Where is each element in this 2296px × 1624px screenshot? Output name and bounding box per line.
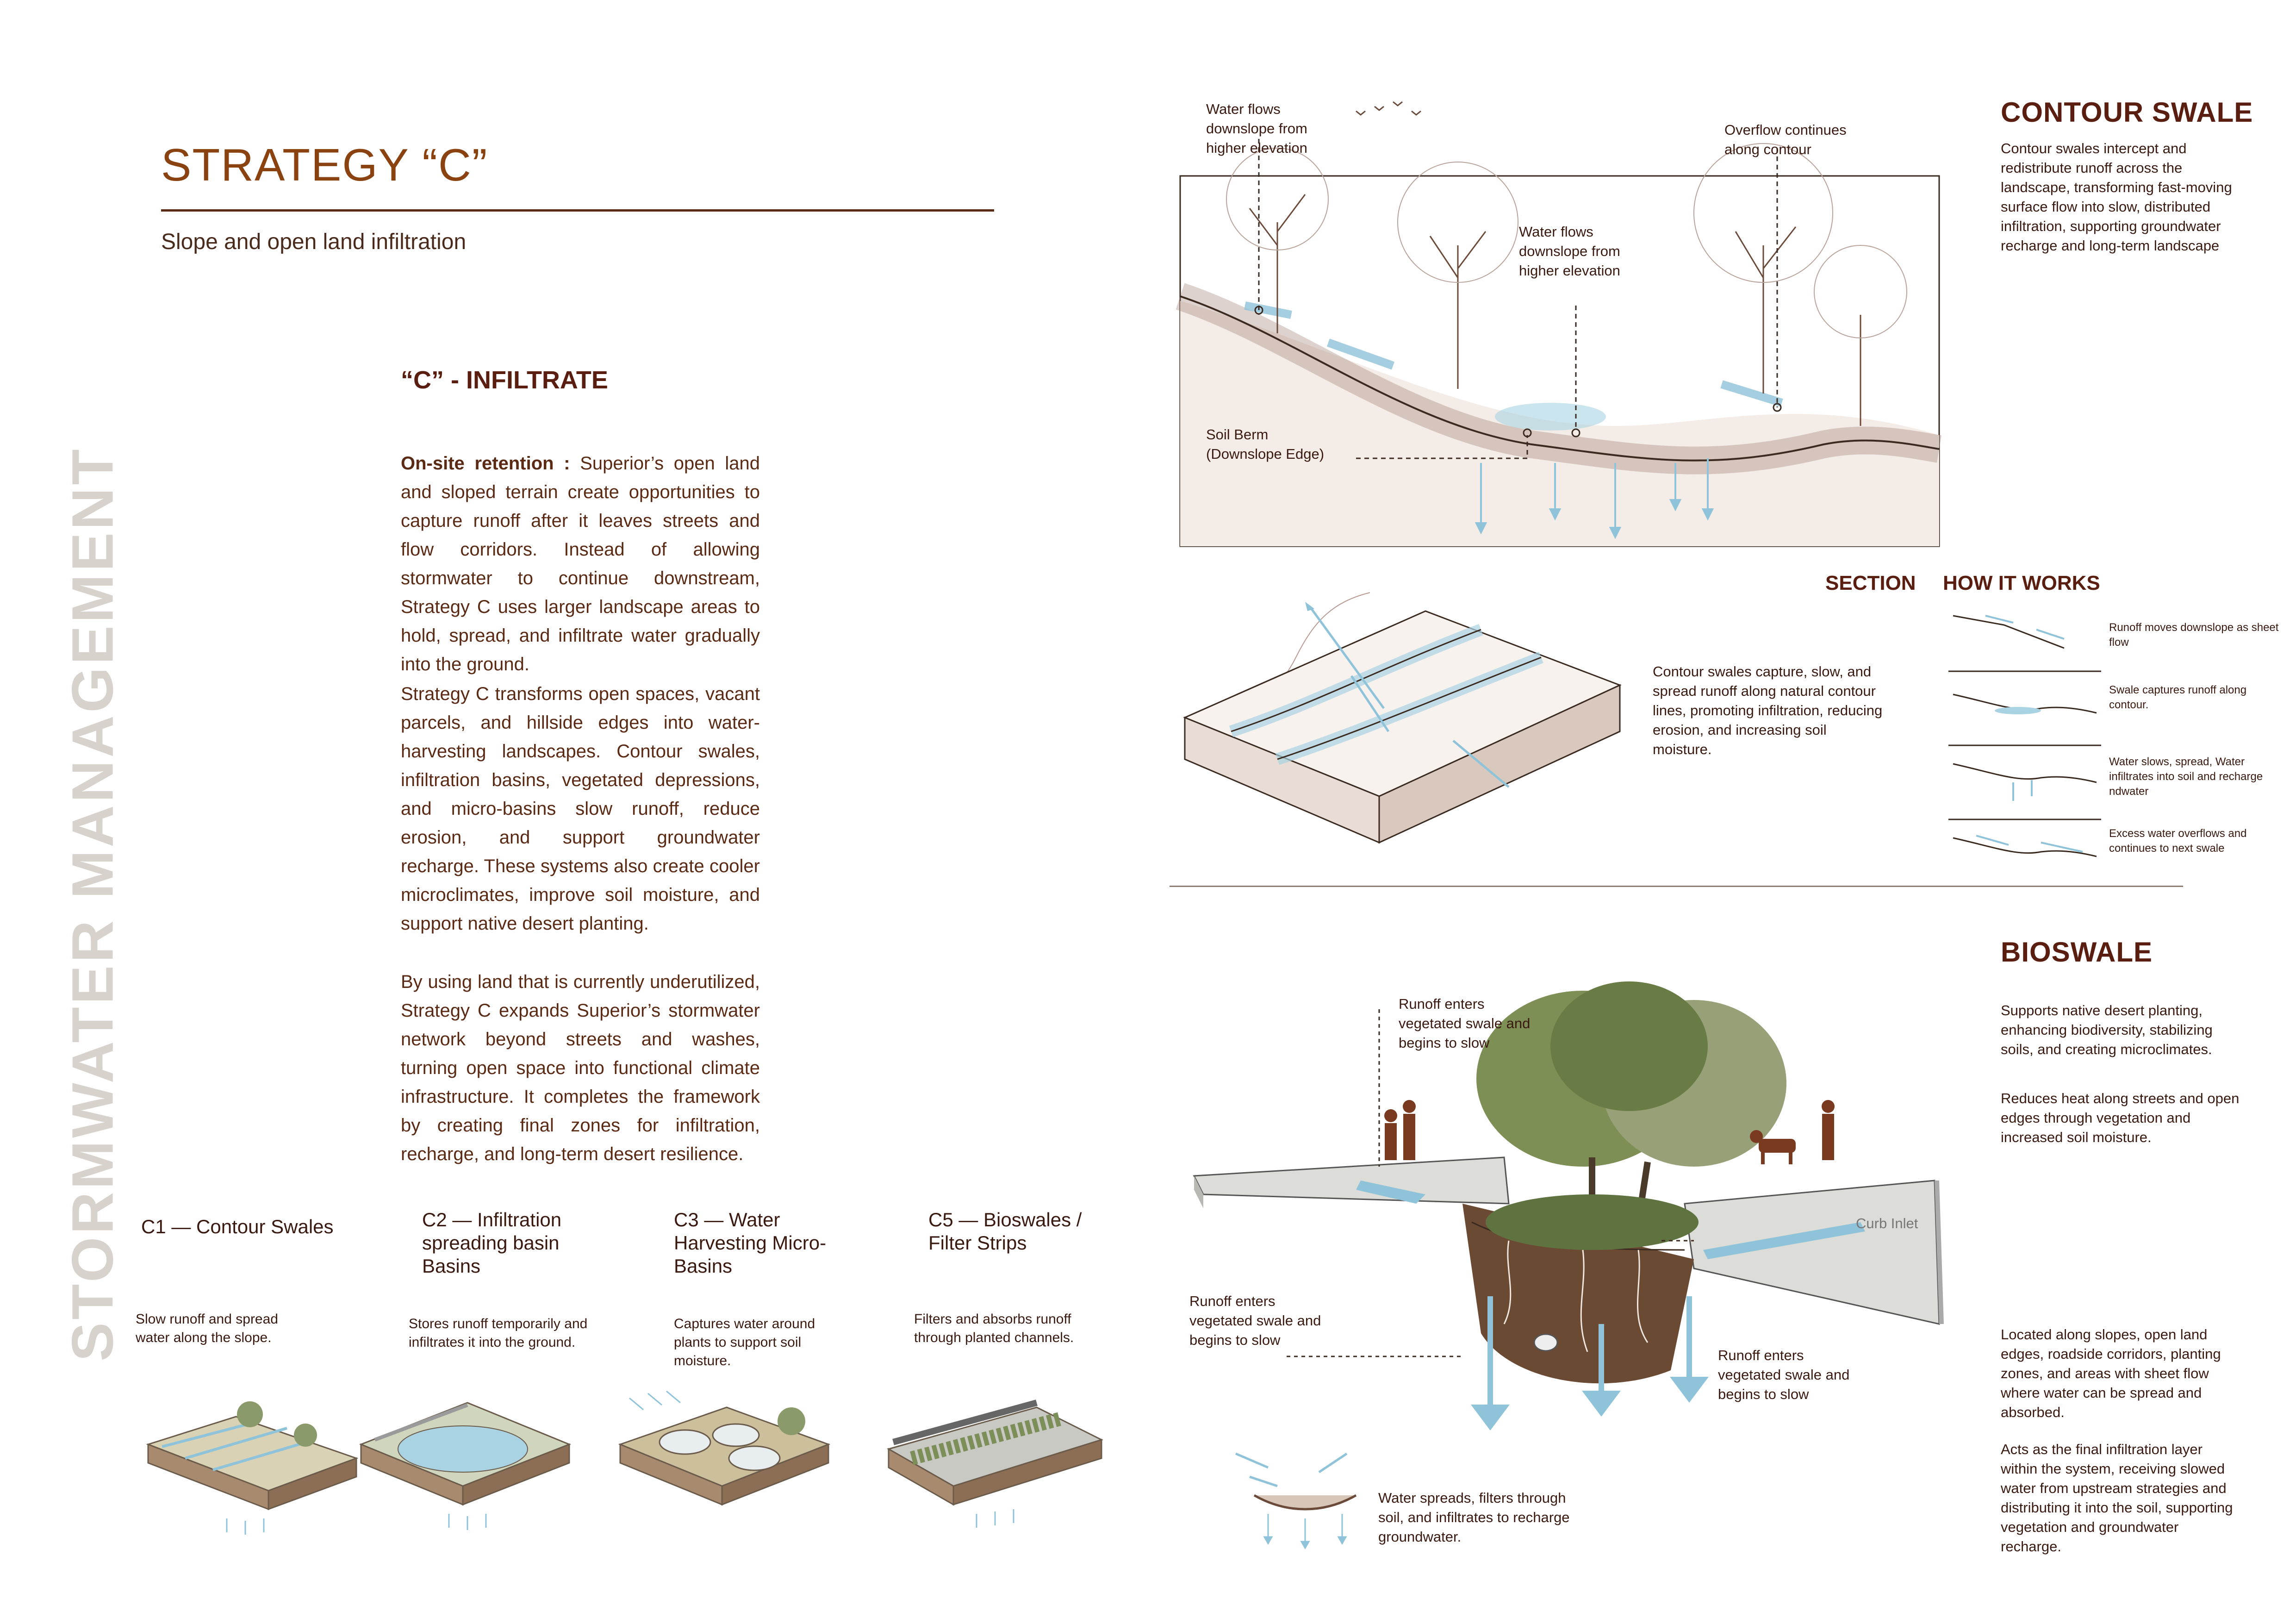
how-it-works-steps <box>1948 602 2101 870</box>
curb-inlet-label: Curb Inlet <box>1856 1215 1918 1231</box>
iso-description: Contour swales capture, slow, and spread runoff along natural contour lines, promoting infiltration, reducing erosion, and increasing soil moisture. <box>1653 663 1883 757</box>
strategy-thumbnails <box>143 1389 1115 1555</box>
water-spread-detail <box>1231 1444 1379 1551</box>
strategy-c5-desc: Filters and absorbs runoff through planted channels. <box>914 1312 1074 1345</box>
bioswale-callout-right: Runoff enters vegetated swale and begins to slow <box>1718 1347 1850 1402</box>
bird-icons <box>1356 102 1421 115</box>
callout-soil-berm: Soil Berm (Downslope Edge) <box>1206 426 1325 462</box>
paragraph-lead: On-site retention : <box>401 453 570 474</box>
bioswale-callout-top: Runoff enters vegetated swale and begins to slow <box>1399 996 1531 1051</box>
title-divider <box>161 209 994 212</box>
paragraph-text: Superior’s open land and sloped terrain create opportunities to capture runoff after it leaves streets and flow corridors. Instead of allowing stormwater to continue downstream, Strategy C uses larger landscape areas to hold, spread, and infiltrate water gradually into the ground. <box>401 453 760 675</box>
bioswale-desc-1: Supports native desert planting, enhancing biodiversity, stabilizing soils, and creating microclimates. <box>2001 1002 2213 1057</box>
bioswale-callout-left: Runoff enters vegetated swale and begins to slow <box>1189 1293 1321 1348</box>
page-title: STRATEGY “C” <box>161 139 488 190</box>
c3-micro-basins-icon <box>620 1391 828 1505</box>
infiltrate-heading: “C” - INFILTRATE <box>401 366 608 394</box>
contour-swale-heading: CONTOUR SWALE <box>2001 97 2253 128</box>
how-it-works-label: HOW IT WORKS <box>1943 572 2100 594</box>
c1-contour-swales-icon <box>148 1401 356 1535</box>
callout-water-flows-2: Water flows downslope from higher elevation <box>1519 224 1620 279</box>
step-1-icon <box>1953 616 2064 648</box>
strategy-c3-desc: Captures water around plants to support soil moisture. <box>674 1316 815 1368</box>
side-label: STORMWATER MANAGEMENT <box>60 446 125 1362</box>
step-3-text: Water slows, spread, Water infiltrates into soil and recharge ndwater <box>2109 756 2263 798</box>
bioswale-desc-3: Located along slopes, open land edges, roadside corridors, planting zones, and areas with sheet flow where water can be spread and absorbed. <box>2001 1326 2221 1420</box>
section-divider <box>1170 886 2183 887</box>
contour-swale-iso-block <box>1176 565 1638 880</box>
infiltrate-paragraph-2: Strategy C transforms open spaces, vacant parcels, and hillside edges into water-harvesting landscapes. Contour swales, infiltration basins, vegetated depressions, and micro-basins slow runoff, reduce erosion, and support groundwater recharge. These systems also create cooler microclimates, improve soil moisture, and support native desert planting. <box>401 684 760 934</box>
page-subtitle: Slope and open land infiltration <box>161 230 467 254</box>
water-spread-text: Water spreads, filters through soil, and infiltrates to recharge groundwater. <box>1378 1490 1570 1545</box>
step-4-icon <box>1953 836 2097 856</box>
strategy-c2-title: C2 — Infiltration spreading basin Basins <box>422 1209 562 1277</box>
dog-icon <box>1750 1130 1796 1164</box>
bioswale-desc-4: Acts as the final infiltration layer within the system, receiving slowed water from upstream strategies and distributing it into the soil, supporting vegetation and groundwater recharge. <box>2001 1441 2233 1555</box>
callout-overflow: Overflow continues along contour <box>1724 122 1847 157</box>
contour-swale-section <box>1152 93 1953 556</box>
callout-water-flows-1: Water flows downslope from higher elevation <box>1206 101 1307 156</box>
infiltrate-paragraph-1 <box>401 449 760 679</box>
infiltrate-paragraph-3: By using land that is currently underutilized, Strategy C expands Superior’s stormwater network beyond streets and washes, turning open space into functional climate infrastructure. It completes the framework by creating final zones for infiltration, recharge, and long-term desert resilience. <box>401 972 760 1164</box>
strategy-c1-title: C1 — Contour Swales <box>141 1216 334 1237</box>
strategy-c2-desc: Stores runoff temporarily and infiltrates it into the ground. <box>409 1316 588 1350</box>
step-3-icon <box>1953 764 2097 801</box>
bioswale-desc-2: Reduces heat along streets and open edges through vegetation and increased soil moisture. <box>2001 1090 2240 1145</box>
step-4-text: Excess water overflows and continues to next swale <box>2109 827 2247 855</box>
strategy-c3-title: C3 — Water Harvesting Micro-Basins <box>674 1209 827 1277</box>
step-2-text: Swale captures runoff along contour. <box>2109 684 2247 711</box>
contour-swale-description: Contour swales intercept and redistribute runoff across the landscape, transforming fast-moving surface flow into slow, distributed infiltration, supporting groundwater recharge and long-term landscape <box>2001 140 2232 254</box>
c2-infiltration-basin-icon <box>361 1403 569 1530</box>
strategy-c1-desc: Slow runoff and spread water along the slope. <box>136 1312 278 1345</box>
strategy-c5-title: C5 — Bioswales / Filter Strips <box>928 1209 1082 1254</box>
step-2-icon <box>1953 694 2097 714</box>
bioswale-heading: BIOSWALE <box>2001 937 2153 968</box>
c5-bioswale-icon <box>889 1403 1101 1528</box>
section-label: SECTION <box>1825 572 1916 594</box>
step-1-text: Runoff moves downslope as sheet flow <box>2109 621 2279 649</box>
